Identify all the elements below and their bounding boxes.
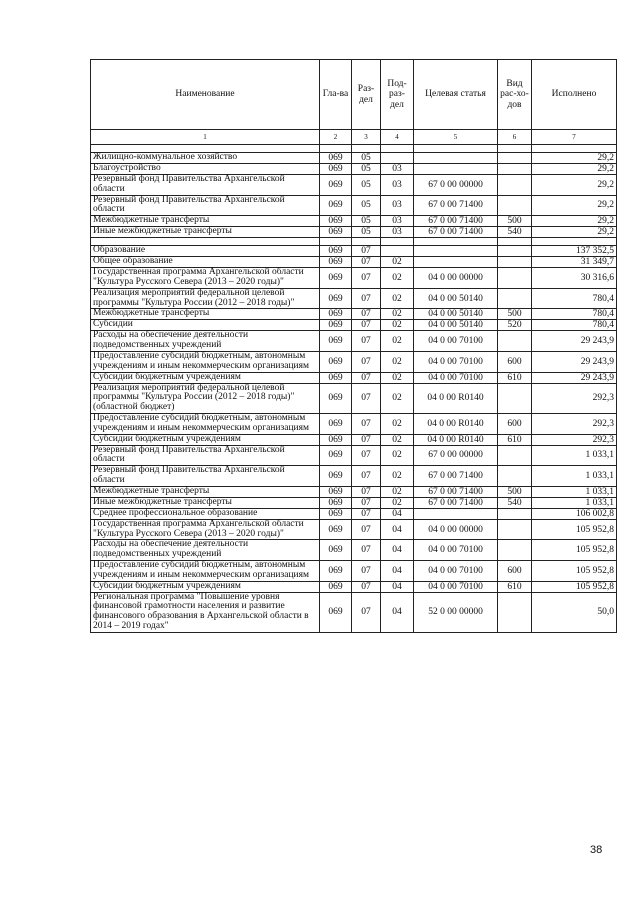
spacer-cell [532,145,617,153]
row-expense-type: 610 [498,434,532,445]
column-number: 2 [320,130,352,145]
row-target-article: 04 0 00 50140 [414,309,498,320]
column-number: 3 [352,130,381,145]
row-name: Общее образование [91,257,320,268]
row-target-article: 52 0 00 00000 [414,592,498,632]
row-razdel: 07 [352,581,381,592]
table-row [91,383,617,413]
row-name: Реализация мероприятий федеральной целевой программы "Культура России (2012 – 2018 годы)" [91,288,320,309]
row-target-article: 04 0 00 R0140 [414,383,498,413]
row-executed: 780,4 [532,320,617,331]
row-expense-type [498,508,532,519]
row-target-article: 67 0 00 00000 [414,175,498,196]
row-executed: 137 352,5 [532,246,617,257]
row-expense-type [498,164,532,175]
table-row [91,508,617,519]
row-razdel: 07 [352,413,381,434]
row-target-article: 04 0 00 70100 [414,581,498,592]
row-name: Межбюджетные трансферты [91,309,320,320]
row-executed: 1 033,1 [532,486,617,497]
column-number: 5 [414,130,498,145]
row-glava: 069 [320,216,352,227]
row-podrazdel: 03 [381,227,414,238]
row-executed: 50,0 [532,592,617,632]
row-name: Расходы на обеспечение деятельности подведомственных учреждений [91,331,320,352]
row-podrazdel [381,153,414,164]
row-expense-type [498,466,532,487]
row-target-article: 67 0 00 71400 [414,216,498,227]
row-target-article [414,257,498,268]
row-name: Расходы на обеспечение деятельности подведомственных учреждений [91,540,320,561]
row-executed: 30 316,6 [532,268,617,289]
row-podrazdel [381,246,414,257]
row-podrazdel: 02 [381,351,414,372]
row-executed: 31 349,7 [532,257,617,268]
row-target-article: 67 0 00 71400 [414,497,498,508]
spacer-cell [352,238,381,246]
row-podrazdel: 04 [381,508,414,519]
row-executed: 292,3 [532,434,617,445]
header-name: Наименование [91,60,320,130]
row-executed: 292,3 [532,383,617,413]
row-executed: 1 033,1 [532,445,617,466]
row-executed: 29,2 [532,227,617,238]
row-name: Резервный фонд Правительства Архангельской области [91,195,320,216]
row-executed: 29,2 [532,175,617,196]
row-expense-type [498,175,532,196]
table-row [91,445,617,466]
row-razdel: 07 [352,383,381,413]
row-expense-type: 540 [498,497,532,508]
table-row [91,592,617,632]
header-expense-type: Вид рас-хо-дов [498,60,532,130]
row-razdel: 07 [352,288,381,309]
row-target-article [414,246,498,257]
row-glava: 069 [320,445,352,466]
row-glava: 069 [320,497,352,508]
table-row [91,175,617,196]
row-podrazdel: 02 [381,466,414,487]
column-number-row [91,130,617,145]
row-glava: 069 [320,372,352,383]
row-glava: 069 [320,257,352,268]
row-glava: 069 [320,331,352,352]
row-podrazdel: 02 [381,434,414,445]
page-number: 38 [590,844,603,856]
row-executed: 1 033,1 [532,466,617,487]
row-target-article: 04 0 00 00000 [414,519,498,540]
row-razdel: 07 [352,257,381,268]
row-name: Иные межбюджетные трансферты [91,497,320,508]
row-name: Субсидии бюджетным учреждениям [91,434,320,445]
row-razdel: 07 [352,519,381,540]
row-target-article [414,153,498,164]
spacer-cell [498,238,532,246]
row-podrazdel: 02 [381,383,414,413]
spacer-cell [320,238,352,246]
row-glava: 069 [320,288,352,309]
row-glava: 069 [320,466,352,487]
row-executed: 29,2 [532,195,617,216]
spacer-cell [414,145,498,153]
row-name: Образование [91,246,320,257]
row-expense-type [498,257,532,268]
spacer-cell [320,145,352,153]
row-glava: 069 [320,195,352,216]
row-glava: 069 [320,560,352,581]
row-podrazdel: 03 [381,195,414,216]
row-expense-type [498,153,532,164]
row-target-article: 04 0 00 70100 [414,331,498,352]
row-name: Межбюджетные трансферты [91,486,320,497]
row-glava: 069 [320,508,352,519]
row-razdel: 07 [352,320,381,331]
row-glava: 069 [320,153,352,164]
row-expense-type [498,519,532,540]
header-glava: Гла-ва [320,60,352,130]
row-target-article: 04 0 00 70100 [414,540,498,561]
row-name: Резервный фонд Правительства Архангельской области [91,175,320,196]
header-razdel: Раз-дел [352,60,381,130]
table-row [91,153,617,164]
row-podrazdel: 02 [381,331,414,352]
row-target-article: 67 0 00 71400 [414,195,498,216]
row-razdel: 05 [352,153,381,164]
row-expense-type [498,331,532,352]
row-expense-type [498,246,532,257]
row-razdel: 07 [352,497,381,508]
row-podrazdel: 02 [381,372,414,383]
row-executed: 1 033,1 [532,497,617,508]
row-executed: 780,4 [532,288,617,309]
row-podrazdel: 02 [381,268,414,289]
row-name: Предоставление субсидий бюджетным, автономным учреждениям и иным некоммерческим организациям [91,560,320,581]
spacer-cell [498,145,532,153]
row-expense-type: 500 [498,309,532,320]
row-expense-type [498,288,532,309]
table-row [91,497,617,508]
row-expense-type [498,445,532,466]
row-expense-type: 540 [498,227,532,238]
row-executed: 292,3 [532,413,617,434]
row-podrazdel: 02 [381,445,414,466]
table-row [91,351,617,372]
row-name: Иные межбюджетные трансферты [91,227,320,238]
table-row [91,581,617,592]
row-razdel: 07 [352,486,381,497]
table-row [91,413,617,434]
row-name: Субсидии бюджетным учреждениям [91,581,320,592]
row-glava: 069 [320,413,352,434]
row-target-article: 04 0 00 R0140 [414,413,498,434]
column-number: 7 [532,130,617,145]
row-razdel: 07 [352,331,381,352]
table-row [91,164,617,175]
row-glava: 069 [320,581,352,592]
row-glava: 069 [320,227,352,238]
row-podrazdel: 04 [381,592,414,632]
row-glava: 069 [320,592,352,632]
row-expense-type: 600 [498,560,532,581]
row-name: Предоставление субсидий бюджетным, автономным учреждениям и иным некоммерческим организациям [91,413,320,434]
row-executed: 29 243,9 [532,331,617,352]
row-target-article: 04 0 00 70100 [414,372,498,383]
row-name: Резервный фонд Правительства Архангельской области [91,445,320,466]
row-target-article: 67 0 00 71400 [414,227,498,238]
row-target-article: 04 0 00 70100 [414,560,498,581]
row-executed: 780,4 [532,309,617,320]
spacer-cell [532,238,617,246]
row-glava: 069 [320,164,352,175]
header-podrazdel: Под-раз-дел [381,60,414,130]
row-expense-type: 520 [498,320,532,331]
row-razdel: 07 [352,540,381,561]
row-glava: 069 [320,309,352,320]
row-name: Жилищно-коммунальное хозяйство [91,153,320,164]
row-expense-type [498,592,532,632]
table-row [91,195,617,216]
table-row [91,268,617,289]
row-podrazdel: 02 [381,486,414,497]
row-podrazdel: 04 [381,519,414,540]
row-target-article: 04 0 00 50140 [414,288,498,309]
row-name: Региональная программа "Повышение уровня финансовой грамотности населения и развитие финансового образования в Архангельской области в 2014 – 2019 годах" [91,592,320,632]
spacer-cell [381,145,414,153]
column-number: 1 [91,130,320,145]
row-expense-type: 500 [498,486,532,497]
row-target-article: 04 0 00 R0140 [414,434,498,445]
row-name: Предоставление субсидий бюджетным, автономным учреждениям и иным некоммерческим организациям [91,351,320,372]
row-razdel: 07 [352,309,381,320]
row-podrazdel: 03 [381,175,414,196]
row-glava: 069 [320,268,352,289]
row-podrazdel: 02 [381,413,414,434]
table-row [91,540,617,561]
row-name: Резервный фонд Правительства Архангельской области [91,466,320,487]
spacer-cell [381,238,414,246]
row-razdel: 07 [352,372,381,383]
row-razdel: 05 [352,216,381,227]
row-razdel: 07 [352,592,381,632]
row-podrazdel: 04 [381,581,414,592]
row-razdel: 05 [352,195,381,216]
row-podrazdel: 02 [381,257,414,268]
row-name: Субсидии [91,320,320,331]
row-podrazdel: 04 [381,540,414,561]
table-row [91,466,617,487]
row-razdel: 05 [352,227,381,238]
row-razdel: 07 [352,508,381,519]
section-spacer-row [91,238,617,246]
row-executed: 105 952,8 [532,519,617,540]
row-target-article: 67 0 00 00000 [414,445,498,466]
row-razdel: 07 [352,445,381,466]
row-expense-type [498,268,532,289]
row-target-article [414,164,498,175]
table-row [91,560,617,581]
column-number: 4 [381,130,414,145]
row-executed: 29,2 [532,216,617,227]
row-expense-type: 600 [498,413,532,434]
table-row [91,331,617,352]
row-razdel: 07 [352,560,381,581]
row-executed: 106 002,8 [532,508,617,519]
row-executed: 29,2 [532,153,617,164]
row-podrazdel: 02 [381,309,414,320]
row-expense-type [498,540,532,561]
row-podrazdel: 03 [381,164,414,175]
row-executed: 105 952,8 [532,540,617,561]
row-name: Реализация мероприятий федеральной целевой программы "Культура России (2012 – 2018 годы)" (областной бюджет) [91,383,320,413]
row-expense-type: 600 [498,351,532,372]
row-glava: 069 [320,486,352,497]
row-razdel: 07 [352,246,381,257]
header-target-article: Целевая статья [414,60,498,130]
row-target-article: 04 0 00 50140 [414,320,498,331]
row-executed: 105 952,8 [532,581,617,592]
row-target-article [414,508,498,519]
row-glava: 069 [320,540,352,561]
row-name: Межбюджетные трансферты [91,216,320,227]
row-target-article: 67 0 00 71400 [414,486,498,497]
table-row [91,372,617,383]
row-executed: 29 243,9 [532,351,617,372]
row-razdel: 05 [352,164,381,175]
row-target-article: 04 0 00 70100 [414,351,498,372]
row-name: Государственная программа Архангельской области "Культура Русского Севера (2013 – 2020 годы)" [91,268,320,289]
row-expense-type [498,383,532,413]
table-row [91,519,617,540]
row-glava: 069 [320,383,352,413]
table-row [91,309,617,320]
row-glava: 069 [320,246,352,257]
spacer-cell [414,238,498,246]
row-razdel: 07 [352,434,381,445]
row-podrazdel: 03 [381,216,414,227]
row-glava: 069 [320,434,352,445]
header-row [91,60,617,130]
row-target-article: 04 0 00 00000 [414,268,498,289]
row-razdel: 07 [352,268,381,289]
spacer-cell [352,145,381,153]
row-razdel: 05 [352,175,381,196]
budget-table [90,59,617,633]
row-expense-type [498,195,532,216]
row-executed: 29,2 [532,164,617,175]
row-expense-type: 610 [498,581,532,592]
row-podrazdel: 02 [381,320,414,331]
column-number: 6 [498,130,532,145]
table-row [91,434,617,445]
row-glava: 069 [320,351,352,372]
row-glava: 069 [320,320,352,331]
table-row [91,486,617,497]
table-row [91,288,617,309]
row-name: Субсидии бюджетным учреждениям [91,372,320,383]
row-podrazdel: 04 [381,560,414,581]
row-podrazdel: 02 [381,288,414,309]
row-target-article: 67 0 00 71400 [414,466,498,487]
row-name: Государственная программа Архангельской области "Культура Русского Севера (2013 – 2020 годы)" [91,519,320,540]
row-name: Благоустройство [91,164,320,175]
row-razdel: 07 [352,351,381,372]
row-executed: 29 243,9 [532,372,617,383]
row-expense-type: 500 [498,216,532,227]
table-row [91,227,617,238]
row-glava: 069 [320,175,352,196]
row-glava: 069 [320,519,352,540]
header-executed: Исполнено [532,60,617,130]
row-podrazdel: 02 [381,497,414,508]
table-body [91,145,617,633]
row-razdel: 07 [352,466,381,487]
row-expense-type: 610 [498,372,532,383]
row-name: Среднее профессиональное образование [91,508,320,519]
row-executed: 105 952,8 [532,560,617,581]
